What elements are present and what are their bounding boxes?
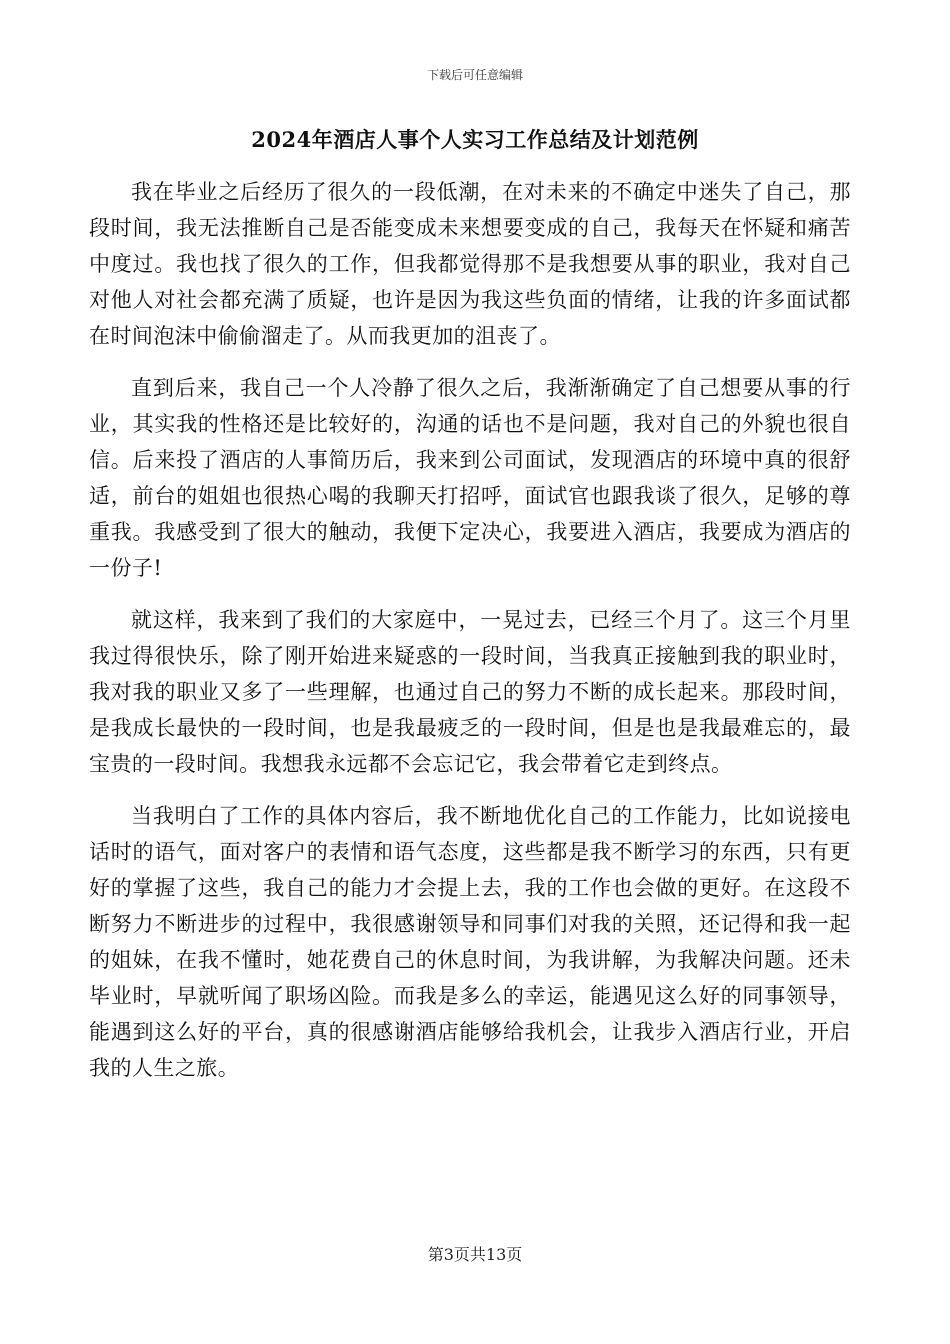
paragraph-4: 当我明白了工作的具体内容后，我不断地优化自己的工作能力，比如说接电话时的语气，面对客户的表情和语气态度，这些都是我不断学习的东西，只有更好的掌握了这些，我自己的能力才会提上去，我的工作也会做的更好。在这段不断努力不断进步的过程中，我很感谢领导和同事们对我的关照，还记得和我一起的姐妹，在我不懂时，她花费自己的休息时间，为我讲解，为我解决问题。还未毕业时，早就听闻了职场凶险。而我是多么的幸运，能遇见这么好的同事领导，能遇到这么好的平台，真的很感谢酒店能够给我机会，让我步入酒店行业，开启我的人生之旅。 [89,804,851,1080]
paragraph-3: 就这样，我来到了我们的大家庭中，一晃过去，已经三个月了。这三个月里我过得很快乐，除了刚开始进来疑惑的一段时间，当我真正接触到我的职业时，我对我的职业又多了一些理解，也通过自己的努力不断的成长起来。那段时间，是我成长最快的一段时间，也是我最疲乏的一段时间，但是也是我最难忘的，最宝贵的一段时间。我想我永远都不会忘记它，我会带着它走到终点。 [89,608,851,776]
header-note: 下载后可任意编辑 [426,68,523,82]
paragraph-1: 我在毕业之后经历了很久的一段低潮，在对未来的不确定中迷失了自己，那段时间，我无法推断自己是否能变成未来想要变成的自己，我每天在怀疑和痛苦中度过。我也找了很久的工作，但我都觉得那不是我想要从事的职业，我对自己对他人对社会都充满了质疑，也许是因为我这些负面的情绪，让我的许多面试都在时间泡沫中偷偷溜走了。从而我更加的沮丧了。 [89,180,851,348]
document-body [89,174,851,1102]
document-title: 2024年酒店人事个人实习工作总结及计划范例 [251,127,699,152]
page-number: 第3页共13页 [427,1245,523,1264]
paragraph-2: 直到后来，我自己一个人冷静了很久之后，我渐渐确定了自己想要从事的行业，其实我的性格还是比较好的，沟通的话也不是问题，我对自己的外貌也很自信。后来投了酒店的人事简历后，我来到公司面试，发现酒店的环境中真的很舒适，前台的姐姐也很热心喝的我聊天打招呼，面试官也跟我谈了很久，足够的尊重我。我感受到了很大的触动，我便下定决心，我要进入酒店，我要成为酒店的一份子! [89,376,851,580]
